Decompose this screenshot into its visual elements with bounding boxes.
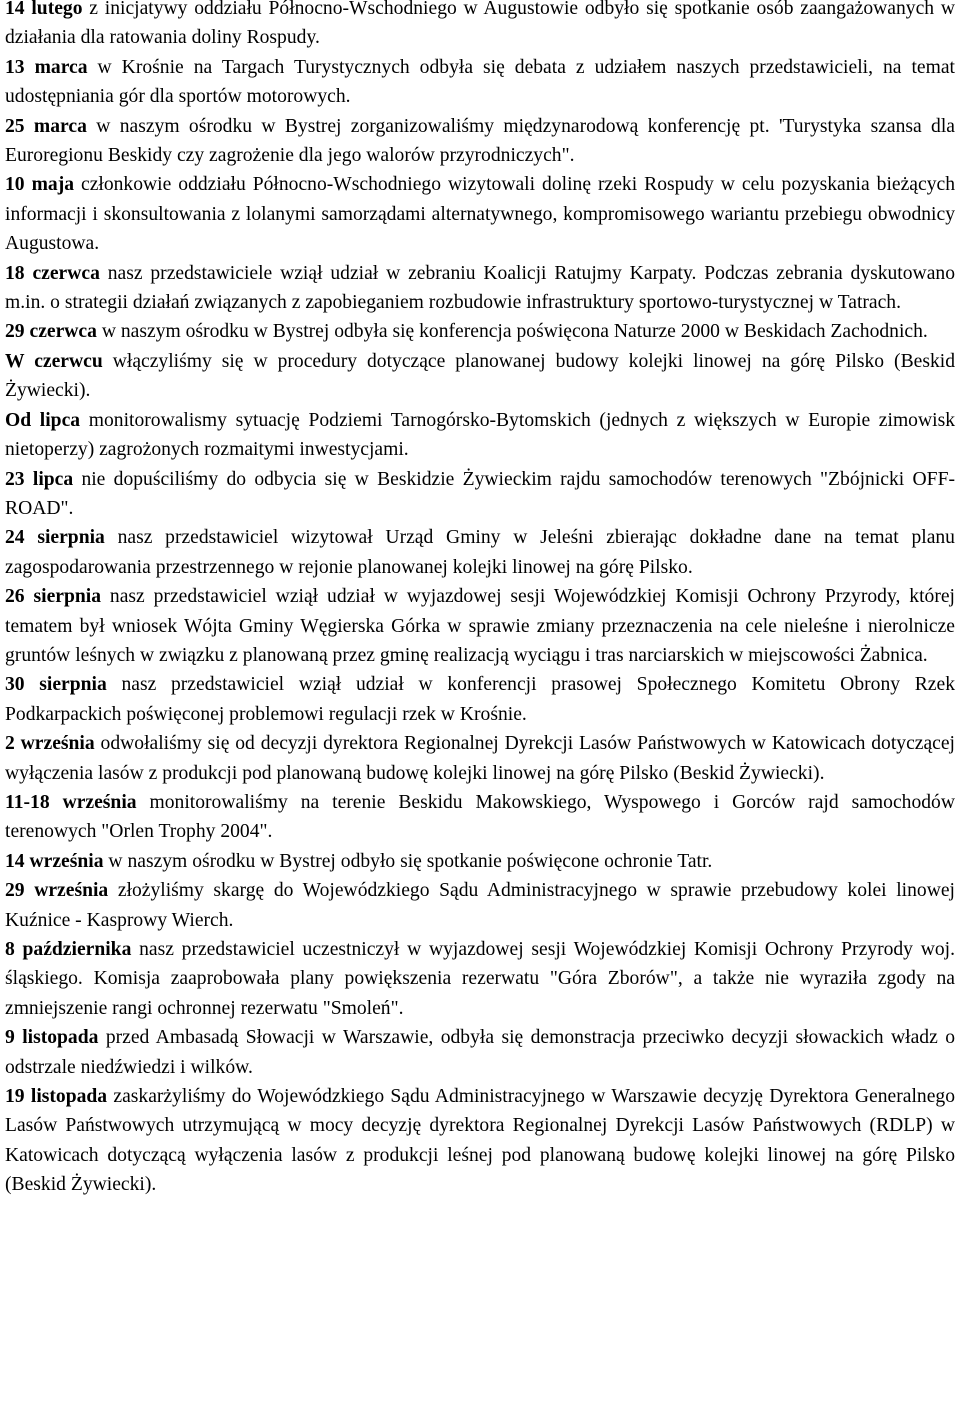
entry-text: przed Ambasadą Słowacji w Warszawie, odbyła się demonstracja przeciwko decyzji słowackich władz o odstrzale niedźwiedzi i wilków. [5, 1027, 955, 1078]
entry-may-10 [5, 170, 955, 258]
entry-text: z inicjatywy oddziału Północno-Wschodniego w Augustowie odbyło się spotkanie osób zaangażowanych w działania dla ratowania doliny Rospudy. [5, 0, 955, 49]
entry-date: 29 czerwca [5, 321, 97, 343]
entry-text: włączyliśmy się w procedury dotyczące planowanej budowy kolejki linowej na górę Pilsko (Beskid Żywiecki). [5, 350, 955, 402]
entry-text: w naszym ośrodku w Bystrej odbyło się spotkanie poświęcone ochronie Tatr. [103, 850, 713, 872]
entry-date: 18 czerwca [5, 262, 100, 284]
entry-date: 19 listopada [5, 1086, 108, 1108]
entry-date: 13 marca [5, 56, 88, 78]
entry-text: nasz przedstawiciel uczestniczył w wyjazdowej sesji Wojewódzkiej Komisji Ochrony Przyrody woj. śląskiego. Komisja zaaprobowała plany powiększenia rezerwatu "Góra Zborów", a także nie wyraziła zgody na zmniejszenie rangi ochronnej rezerwatu "Smoleń". [5, 939, 955, 1019]
entry-text: monitorowalismy sytuację Podziemi Tarnogórsko-Bytomskich (jednych z większych w Europie zimowisk nietoperzy) zagrożonych rozmaitymi inwestycjami. [5, 409, 955, 461]
entry-oct-8 [5, 935, 955, 1023]
entry-date: 25 marca [5, 115, 87, 137]
entry-date: 30 sierpnia [5, 674, 107, 696]
entry-jun-29 [5, 317, 955, 346]
entry-text: zaskarżyliśmy do Wojewódzkiego Sądu Administracyjnego w Warszawie decyzję Dyrektora Generalnego Lasów Państwowych utrzymującą w mocy decyzję dyrektora Regionalnej Dyrekcji Lasów Państwowych (RDLP) w Katowicach dotyczącą wyłączenia lasów z produkcji leśnej pod planowaną budowę kolejki linowej na górę Pilsko (Beskid Żywiecki). [5, 1086, 955, 1196]
entry-aug-26 [5, 582, 955, 670]
entry-date: 29 września [5, 880, 109, 902]
entry-sep-11-18 [5, 788, 955, 847]
entry-date: 2 września [5, 733, 95, 755]
entry-date: 23 lipca [5, 468, 74, 490]
entry-text: odwołaliśmy się od decyzji dyrektora Regionalnej Dyrekcji Lasów Państwowych w Katowicach dotyczącej wyłączenia lasów z produkcji pod planowaną budowę kolejki linowej na górę Pilsko (Beskid Żywiecki). [5, 733, 956, 784]
entry-date: 9 listopada [5, 1027, 99, 1049]
entry-text: w naszym ośrodku w Bystrej odbyła się konferencja poświęcona Naturze 2000 w Beskidach Zachodnich. [96, 321, 928, 343]
entry-date: 26 sierpnia [5, 586, 101, 608]
entry-aug-24 [5, 523, 955, 582]
entry-sep-29 [5, 876, 955, 935]
entry-date: 11-18 września [5, 791, 137, 813]
entry-mar-25 [5, 112, 955, 171]
entry-text: członkowie oddziału Północno-Wschodniego wizytowali dolinę rzeki Rospudy w celu pozyskania bieżących informacji i skonsultowania z lolanymi samorządami alternatywnego, kompromisowego wariantu przebiegu obwodnicy Augustowa. [5, 174, 955, 255]
entry-mar-13 [5, 53, 955, 112]
entry-feb-14 [5, 0, 955, 53]
entry-from-july [5, 406, 955, 465]
entry-sep-2 [5, 729, 955, 788]
entry-date: W czerwcu [5, 350, 103, 372]
entry-text: w Krośnie na Targach Turystycznych odbyła się debata z udziałem naszych przedstawicieli, na temat udostępniania gór dla sportów motorowych. [5, 56, 955, 108]
entry-date: 8 października [5, 939, 132, 960]
entry-text: nasz przedstawiciel wziął udział w konferencji prasowej Społecznego Komitetu Obrony Rzek Podkarpackich poświęconej problemowi regulacji rzek w Krośnie. [5, 674, 955, 725]
entry-sep-14 [5, 847, 955, 876]
entry-text: złożyliśmy skargę do Wojewódzkiego Sądu Administracyjnego w sprawie przebudowy kolei linowej Kuźnice - Kasprowy Wierch. [5, 880, 955, 931]
entry-aug-30 [5, 670, 955, 729]
entry-text: w naszym ośrodku w Bystrej zorganizowaliśmy międzynarodową konferencję pt. 'Turystyka szansa dla Euroregionu Beskidy czy zagrożenie dla jego walorów przyrodniczych". [5, 115, 955, 167]
entry-date: Od lipca [5, 409, 81, 431]
entry-text: monitorowaliśmy na terenie Beskidu Makowskiego, Wyspowego i Gorców rajd samochodów terenowych "Orlen Trophy 2004". [5, 791, 955, 843]
entry-jul-23 [5, 465, 955, 524]
entry-text: nie dopuściliśmy do odbycia się w Beskidzie Żywieckim rajdu samochodów terenowych "Zbójnicki OFF-ROAD". [5, 468, 955, 519]
entry-text: nasz przedstawiciel wizytował Urząd Gminy w Jeleśni zbierając dokładne dane na temat planu zagospodarowania przestrzennego w rejonie planowanej kolejki linowej na górę Pilsko. [5, 527, 955, 578]
entry-text: nasz przedstawiciele wziął udział w zebraniu Koalicji Ratujmy Karpaty. Podczas zebrania dyskutowano m.in. o strategii działań związanych z zapobieganiem rozbudowie infrastruktury sportowo-turystycznej w Tatrach. [5, 262, 955, 314]
entry-text: nasz przedstawiciel wziął udział w wyjazdowej sesji Wojewódzkiej Komisji Ochrony Przyrody, której tematem był wniosek Wójta Gminy Węgierska Górka w sprawie zmiany przeznaczenia na cele nieleśne i nierolnicze gruntów leśnych w związku z planowaną przez gminę realizacją wyciągu i tras narciarskich w miejscowości Żabnica. [5, 586, 955, 666]
entry-date: 24 sierpnia [5, 527, 105, 549]
entry-nov-9 [5, 1023, 955, 1082]
entry-nov-19 [5, 1082, 955, 1200]
entry-date: 14 lutego [5, 0, 83, 19]
entry-jun-18 [5, 259, 955, 318]
entry-date: 10 maja [5, 174, 75, 196]
entry-date: 14 września [5, 850, 104, 872]
entry-june [5, 347, 955, 406]
